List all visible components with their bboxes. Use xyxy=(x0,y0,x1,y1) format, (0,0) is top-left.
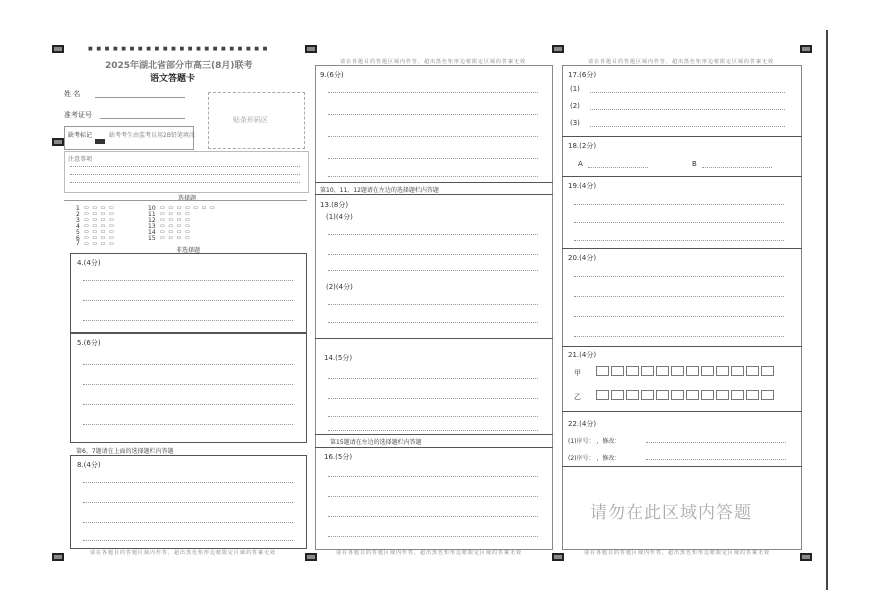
choice-row-num: 13 xyxy=(148,223,156,230)
choice-bubbles-left[interactable]: ▭ ▭ ▭ ▭ ▭ ▭ ▭ ▭ ▭ ▭ ▭ ▭ ▭ ▭ ▭ ▭ ▭ ▭ ▭ ▭ ▭ ▭ ▭ ▭ ▭ ▭ ▭ ▭ xyxy=(84,205,115,247)
q17-sub-3: (3) xyxy=(570,119,580,127)
answer-box-q4[interactable] xyxy=(70,253,307,333)
exam-title: 2025年湖北省部分市高三(8月)联考 xyxy=(105,61,253,71)
header-code-strip: ■ ■ ■ ■ ■ ■ ■ ■ ■ ■ ■ ■ ■ ■ ■ ■ ■ ■ ■ ■ ■ ■ xyxy=(88,46,269,52)
q22-1: (1)序号： ，修改： xyxy=(568,438,621,445)
barcode-label: 贴条形码区 xyxy=(233,116,268,124)
timing-mark-tm xyxy=(305,45,317,53)
col2-top-strip: 请在各题目的答题区域内作答，超出黑色矩形边框限定区域的答案无效 xyxy=(340,59,527,65)
col2-footer: 请在各题目的答题区域内作答，超出黑色矩形边框限定区域的答案无效 xyxy=(336,550,523,556)
absent-bubble[interactable] xyxy=(95,139,105,144)
choice-row-num: 6 xyxy=(76,235,80,242)
q8-label: 8.(4分) xyxy=(77,461,101,469)
exam-id-label: 准考证号 xyxy=(64,111,92,119)
timing-mark-br1 xyxy=(552,553,564,561)
q4-label: 4.(4分) xyxy=(77,259,101,267)
col3-top-strip: 请在各题目的答题区域内作答，超出黑色矩形边框限定区域的答案无效 xyxy=(588,59,775,65)
q13-2-label: (2)(4分) xyxy=(326,283,353,291)
timing-mark-bl xyxy=(52,553,64,561)
q14-label: 14.(5分) xyxy=(324,354,353,362)
timing-mark-tr1 xyxy=(552,45,564,53)
answer-box-q5[interactable] xyxy=(70,333,307,443)
notice-line xyxy=(70,182,300,183)
choice-row-num: 12 xyxy=(148,217,156,224)
notice-label: 注意事项 xyxy=(68,156,93,163)
timing-mark-bm xyxy=(305,553,317,561)
absent-box xyxy=(64,126,194,150)
q20-label: 20.(4分) xyxy=(568,254,597,262)
q22-label: 22.(4分) xyxy=(568,420,597,428)
absent-note: 缺考考生由监考员用2B铅笔填涂 xyxy=(109,132,195,139)
q21-a: 甲 xyxy=(574,369,581,377)
q17-label: 17.(6分) xyxy=(568,71,597,79)
choice-row-num: 15 xyxy=(148,235,156,242)
q21-grid-b[interactable] xyxy=(596,390,776,400)
notice-line xyxy=(70,166,300,167)
exam-id-field[interactable] xyxy=(100,118,185,119)
col1-footer: 请在各题目的答题区域内作答，超出黑色矩形边框限定区域的答案无效 xyxy=(90,550,277,556)
timing-mark-tr2 xyxy=(800,45,812,53)
q5-label: 5.(6分) xyxy=(77,339,101,347)
q17-sub-2: (2) xyxy=(570,102,580,110)
col3-footer: 请在各题目的答题区域内作答，超出黑色矩形边框限定区域的答案无效 xyxy=(584,550,771,556)
subjective-header: 非选择题 xyxy=(176,247,201,254)
q17-sub-1: (1) xyxy=(570,85,580,93)
q22-2: (2)序号： ，修改： xyxy=(568,455,621,462)
column-3 xyxy=(562,65,802,550)
choice-row-num: 11 xyxy=(148,211,156,218)
scan-edge xyxy=(826,30,828,590)
answer-box-q8[interactable] xyxy=(70,455,307,549)
choice-row-num: 2 xyxy=(76,211,80,218)
q1012-note: 第10、11、12题请在左边的选择题栏内答题 xyxy=(320,187,439,194)
card-title: 语文答题卡 xyxy=(150,74,196,84)
choice-top-border xyxy=(64,200,307,201)
absent-label: 缺考标记 xyxy=(68,132,93,139)
q16-label: 16.(5分) xyxy=(324,453,353,461)
barcode-area xyxy=(208,92,305,149)
timing-mark-br2 xyxy=(800,553,812,561)
q9-label: 9.(6分) xyxy=(320,71,344,79)
choice-row-num: 7 xyxy=(76,240,80,247)
q15-note: 第15题请在左边的选择题栏内答题 xyxy=(330,439,422,446)
choice-header: 选择题 xyxy=(178,195,197,202)
q19-label: 19.(4分) xyxy=(568,182,597,190)
q67-note: 第6、7题请在上面的选择题栏内答题 xyxy=(76,448,174,455)
q13-label: 13.(8分) xyxy=(320,201,349,209)
q18-label: 18.(2分) xyxy=(568,142,597,150)
choice-row-num: 5 xyxy=(76,229,80,236)
name-field[interactable] xyxy=(95,97,185,98)
timing-mark-ml xyxy=(52,138,64,146)
name-label: 姓 名 xyxy=(64,90,81,98)
q13-1-label: (1)(4分) xyxy=(326,213,353,221)
notice-line xyxy=(70,174,300,175)
no-answer-zone-text: 请勿在此区域内答题 xyxy=(590,503,752,523)
choice-row-num: 4 xyxy=(76,223,80,230)
q21-b: 乙 xyxy=(574,393,581,401)
choice-bubbles-right[interactable]: ▭ ▭ ▭ ▭ ▭ ▭ ▭ ▭ ▭ ▭ ▭ ▭ ▭ ▭ ▭ ▭ ▭ ▭ ▭ ▭ ▭ ▭ ▭ ▭ ▭ ▭ ▭ xyxy=(160,205,216,241)
q18-b: B xyxy=(692,160,697,168)
choice-row-num: 10 xyxy=(148,205,156,212)
choice-row-num: 1 xyxy=(76,205,80,212)
timing-mark-tl xyxy=(52,45,64,53)
notice-box xyxy=(64,151,309,193)
choice-row-num: 3 xyxy=(76,217,80,224)
q21-label: 21.(4分) xyxy=(568,351,597,359)
column-2 xyxy=(315,65,553,550)
choice-row-num: 14 xyxy=(148,229,156,236)
q21-grid-a[interactable] xyxy=(596,366,776,376)
q18-a: A xyxy=(578,160,583,168)
